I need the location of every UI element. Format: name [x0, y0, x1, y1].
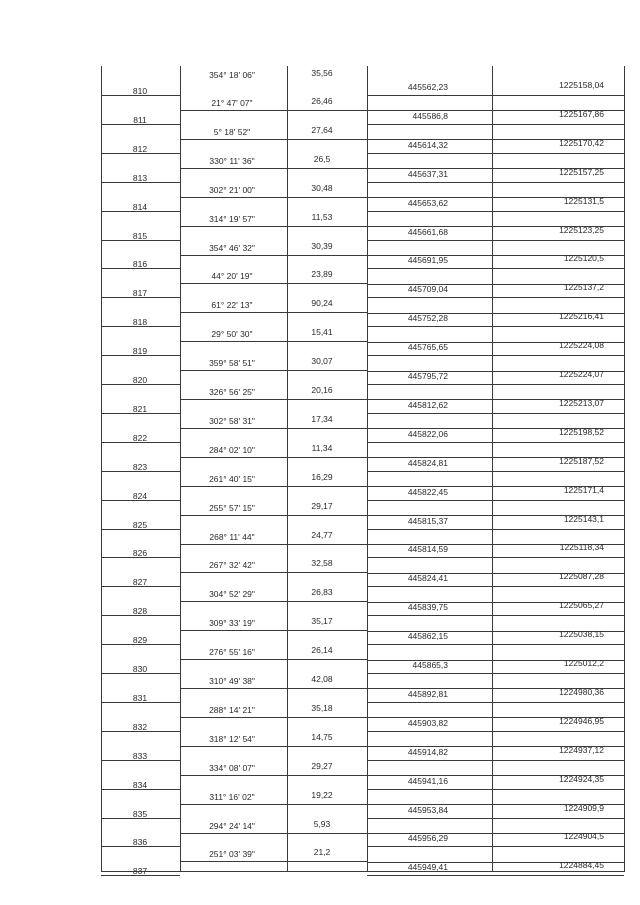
row-border: [180, 197, 367, 198]
segment-length: 42,08: [311, 674, 333, 684]
row-border: [180, 457, 367, 458]
row-border: [367, 268, 624, 269]
point-number: 826: [132, 548, 148, 558]
row-border: [180, 833, 367, 834]
row-border: [367, 702, 624, 703]
coordinate-x: 445903,82: [407, 718, 448, 728]
row-border: [180, 544, 367, 545]
point-number: 820: [132, 375, 148, 385]
coordinate-y: 1225187,52: [559, 456, 604, 466]
segment-length: 30,07: [311, 356, 333, 366]
row-border: [180, 515, 367, 516]
coordinate-y: 1225157,25: [559, 167, 604, 177]
segment-angle: 318° 12' 54": [209, 734, 255, 744]
segment-angle: 29° 50' 30": [211, 329, 253, 339]
coordinate-x: 445812,62: [407, 400, 448, 410]
segment-angle: 267° 32' 42": [209, 560, 255, 570]
point-number: 821: [132, 404, 148, 414]
row-border: [180, 110, 367, 111]
coordinate-y: 1225118,34: [559, 542, 604, 552]
coordinate-y: 1225143,1: [563, 514, 604, 524]
coordinate-y: 1224909,9: [563, 803, 604, 813]
segment-angle: 21° 47' 07": [211, 98, 253, 108]
segment-length: 30,48: [311, 183, 333, 193]
segment-length: 35,17: [311, 616, 333, 626]
point-number: 828: [132, 606, 148, 616]
coordinate-x: 445815,37: [407, 516, 448, 526]
segment-length: 11,34: [311, 443, 333, 453]
segment-angle: 44° 20' 19": [211, 271, 253, 281]
point-number: 816: [132, 259, 148, 269]
segment-angle: 288° 14' 21": [209, 705, 255, 715]
point-number: 832: [132, 722, 148, 732]
row-border: [180, 283, 367, 284]
row-border: [180, 601, 367, 602]
row-border: [180, 399, 367, 400]
point-number: 823: [132, 462, 148, 472]
segment-length: 32,58: [311, 558, 333, 568]
segment-angle: 268° 11' 44": [209, 532, 255, 542]
segment-angle: 251° 03' 39": [209, 849, 255, 859]
segment-length: 26,46: [311, 96, 333, 106]
row-border: [180, 370, 367, 371]
coordinate-y: 1225123,25: [559, 225, 604, 235]
row-border: [367, 182, 624, 183]
coordinate-y: 1225171,4: [563, 485, 604, 495]
row-border: [367, 355, 624, 356]
segment-angle: 302° 58' 31": [209, 416, 255, 426]
point-number: 813: [132, 173, 148, 183]
row-border: [367, 384, 624, 385]
row-border: [367, 557, 624, 558]
row-border: [367, 615, 624, 616]
row-border: [180, 861, 367, 862]
row-border: [367, 153, 624, 154]
row-border: [367, 586, 624, 587]
segment-length: 35,56: [311, 68, 333, 78]
row-border: [180, 630, 367, 631]
point-number: 810: [132, 86, 148, 96]
column-border-4: [492, 66, 493, 872]
coordinate-x: 445822,06: [407, 429, 448, 439]
segment-length: 20,16: [311, 385, 333, 395]
point-number: 825: [132, 520, 148, 530]
row-border: [180, 255, 367, 256]
row-border: [180, 168, 367, 169]
coordinate-y: 1225198,52: [559, 427, 604, 437]
coordinate-y: 1225167,86: [559, 109, 604, 119]
segment-length: 19,22: [311, 790, 333, 800]
coordinate-x: 445956,29: [407, 833, 448, 843]
segment-angle: 354° 18' 06": [209, 70, 255, 80]
coordinate-y: 1225224,07: [559, 369, 604, 379]
segment-angle: 330° 11' 36": [209, 156, 255, 166]
segment-length: 21,2: [313, 847, 331, 857]
segment-angle: 311° 16' 02": [209, 792, 255, 802]
row-border: [367, 95, 624, 96]
row-border: [180, 312, 367, 313]
point-number: 811: [133, 115, 147, 125]
segment-length: 26,83: [311, 587, 333, 597]
segment-length: 35,18: [311, 703, 333, 713]
coordinate-y: 1224946,95: [559, 716, 604, 726]
coordinate-x: 445839,75: [407, 602, 448, 612]
segment-length: 24,77: [311, 530, 333, 540]
row-border: [367, 731, 624, 732]
coordinate-x: 445586,8: [412, 111, 448, 121]
segment-angle: 5° 18' 52": [213, 127, 251, 137]
row-border: [180, 659, 367, 660]
row-border: [180, 139, 367, 140]
segment-angle: 310° 49' 38": [209, 676, 255, 686]
segment-length: 14,75: [311, 732, 333, 742]
segment-angle: 359° 58' 51": [209, 358, 255, 368]
segment-length: 5,93: [313, 819, 331, 829]
segment-angle: 309° 33' 19": [209, 618, 255, 628]
row-border: [180, 486, 367, 487]
coordinate-y: 1224904,5: [563, 831, 604, 841]
coordinate-x: 445709,04: [407, 284, 448, 294]
row-border: [367, 673, 624, 674]
coordinate-y: 1225213,07: [559, 398, 604, 408]
segment-length: 29,17: [311, 501, 333, 511]
segment-angle: 354° 46' 32": [209, 243, 255, 253]
coordinate-x: 445661,68: [407, 227, 448, 237]
segment-angle: 304° 52' 29": [209, 589, 255, 599]
coordinate-y: 1225120,5: [563, 253, 604, 263]
point-number: 817: [132, 288, 148, 298]
coordinate-x: 445562,23: [407, 82, 448, 92]
segment-angle: 276° 55' 16": [209, 647, 255, 657]
segment-length: 29,27: [311, 761, 333, 771]
point-number: 818: [132, 317, 148, 327]
column-border-2: [287, 66, 288, 872]
point-number: 834: [132, 780, 148, 790]
coordinate-y: 1225087,28: [559, 571, 604, 581]
row-border: [367, 471, 624, 472]
point-number: 819: [132, 346, 148, 356]
coordinate-y: 1224980,36: [559, 687, 604, 697]
row-border: [180, 804, 367, 805]
coordinate-x: 445637,31: [407, 169, 448, 179]
row-border: [367, 124, 624, 125]
coordinate-x: 445653,62: [407, 198, 448, 208]
segment-length: 26,5: [313, 154, 331, 164]
segment-length: 11,53: [311, 212, 333, 222]
point-number: 829: [132, 635, 148, 645]
segment-angle: 294° 24' 14": [209, 821, 255, 831]
coordinate-x: 445795,72: [407, 371, 448, 381]
row-border: [367, 789, 624, 790]
coordinate-x: 445949,41: [407, 862, 448, 872]
segment-angle: 314° 19' 57": [209, 214, 255, 224]
coordinate-x: 445914,82: [407, 747, 448, 757]
row-border: [367, 875, 624, 876]
segment-angle: 261° 40' 15": [209, 474, 255, 484]
row-border: [367, 529, 624, 530]
row-border: [367, 500, 624, 501]
segment-length: 90,24: [311, 298, 333, 308]
row-border: [180, 341, 367, 342]
row-border: [180, 572, 367, 573]
column-border-0: [101, 66, 102, 872]
point-number: 835: [132, 809, 148, 819]
segment-angle: 255° 57' 15": [209, 503, 255, 513]
coordinate-y: 1225038,15: [559, 629, 604, 639]
coordinate-x: 445862,15: [407, 631, 448, 641]
coordinate-y: 1225170,42: [559, 138, 604, 148]
segment-length: 16,29: [311, 472, 333, 482]
row-border: [180, 717, 367, 718]
segment-length: 23,89: [311, 269, 333, 279]
segment-length: 26,14: [311, 645, 333, 655]
coordinate-y: 1224924,35: [559, 774, 604, 784]
row-border: [367, 760, 624, 761]
coordinate-x: 445691,95: [407, 255, 448, 265]
coordinate-x: 445941,16: [407, 776, 448, 786]
point-number: 824: [132, 491, 148, 501]
row-border: [367, 413, 624, 414]
row-border: [367, 240, 624, 241]
point-number: 836: [132, 837, 148, 847]
segment-angle: 284° 02' 10": [209, 445, 255, 455]
row-border: [367, 297, 624, 298]
row-border: [180, 226, 367, 227]
coordinate-y: 1225131,5: [563, 196, 604, 206]
coordinate-x: 445765,65: [407, 342, 448, 352]
row-border: [180, 775, 367, 776]
coordinate-x: 445814,59: [407, 544, 448, 554]
point-number: 837: [132, 866, 148, 876]
coordinate-y: 1225216,41: [559, 311, 604, 321]
segment-angle: 326° 56' 25": [209, 387, 255, 397]
row-border: [180, 746, 367, 747]
column-border-5: [624, 66, 625, 872]
point-number: 822: [132, 433, 148, 443]
point-number: 830: [132, 664, 148, 674]
point-number: 812: [132, 144, 148, 154]
segment-angle: 302° 21' 00": [209, 185, 255, 195]
coordinate-y: 1225224,08: [559, 340, 604, 350]
row-border: [367, 326, 624, 327]
segment-angle: 334° 08' 07": [209, 763, 255, 773]
row-border: [180, 688, 367, 689]
point-number: 814: [132, 202, 148, 212]
segment-length: 27,64: [311, 125, 333, 135]
row-border: [367, 442, 624, 443]
row-border: [367, 846, 624, 847]
coordinate-y: 1224884,45: [559, 860, 604, 870]
coordinate-y: 1225158,04: [559, 80, 604, 90]
coordinate-y: 1224937,12: [559, 745, 604, 755]
coordinate-x: 445824,41: [407, 573, 448, 583]
segment-length: 30,39: [311, 241, 333, 251]
table-bottom-border: [101, 871, 624, 872]
segment-angle: 61° 22' 13": [211, 300, 253, 310]
row-border: [367, 818, 624, 819]
coordinate-x: 445824,81: [407, 458, 448, 468]
coordinate-x: 445865,3: [412, 660, 448, 670]
coordinate-x: 445822,45: [407, 487, 448, 497]
coordinate-y: 1225065,27: [559, 600, 604, 610]
row-border: [180, 428, 367, 429]
segment-length: 17,34: [311, 414, 333, 424]
point-number: 815: [132, 231, 148, 241]
point-number: 827: [132, 577, 148, 587]
coordinate-y: 1225012,2: [563, 658, 604, 668]
point-number: 833: [132, 751, 148, 761]
coordinate-y: 1225137,2: [563, 282, 604, 292]
row-border: [367, 211, 624, 212]
point-number: 831: [132, 693, 148, 703]
coordinate-x: 445614,32: [407, 140, 448, 150]
coordinate-x: 445953,84: [407, 805, 448, 815]
coordinate-x: 445752,28: [407, 313, 448, 323]
row-border: [367, 644, 624, 645]
column-border-1: [180, 66, 181, 872]
segment-length: 15,41: [311, 327, 333, 337]
coordinate-x: 445892,81: [407, 689, 448, 699]
